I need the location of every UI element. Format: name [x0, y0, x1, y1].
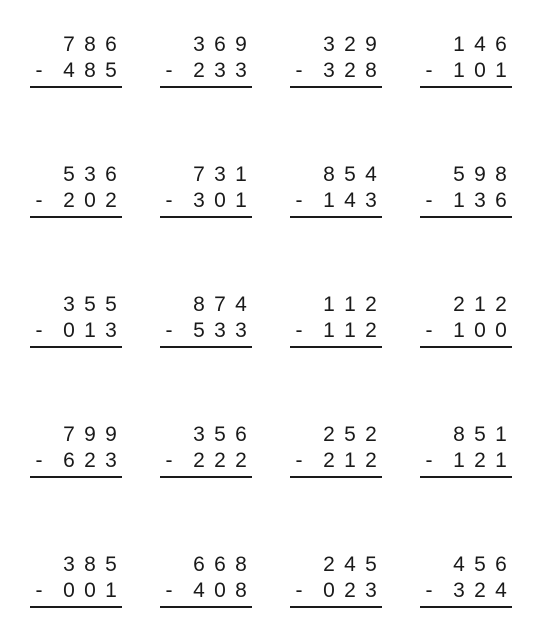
digit: 3 — [105, 319, 117, 342]
digit: 3 — [365, 579, 377, 602]
digit: 9 — [84, 423, 96, 446]
answer-line — [290, 86, 382, 88]
minuend-row — [30, 162, 122, 188]
digit: 1 — [323, 319, 335, 342]
answer-line — [290, 476, 382, 478]
minus-sign: - — [425, 449, 433, 472]
subtraction-problem — [420, 552, 512, 612]
digit: 0 — [63, 579, 75, 602]
answer-line — [30, 606, 122, 608]
digit: 2 — [474, 449, 486, 472]
subtrahend-row — [290, 448, 382, 474]
minuend-row — [160, 162, 252, 188]
digit: 2 — [474, 579, 486, 602]
digit: 4 — [365, 163, 377, 186]
subtraction-problem — [420, 162, 512, 222]
subtrahend-row — [160, 578, 252, 604]
subtrahend-row — [160, 448, 252, 474]
digit: 3 — [365, 189, 377, 212]
digit: 1 — [453, 449, 465, 472]
digit: 6 — [495, 553, 507, 576]
subtraction-problem — [30, 422, 122, 482]
answer-line — [160, 606, 252, 608]
digit: 6 — [214, 33, 226, 56]
digit: 3 — [323, 33, 335, 56]
answer-line — [420, 606, 512, 608]
digit: 0 — [214, 579, 226, 602]
minus-sign: - — [425, 189, 433, 212]
digit: 2 — [344, 579, 356, 602]
digit: 8 — [84, 33, 96, 56]
digit: 5 — [453, 163, 465, 186]
subtrahend-row — [420, 448, 512, 474]
digit: 1 — [453, 319, 465, 342]
subtrahend-row — [160, 188, 252, 214]
minuend-row — [30, 292, 122, 318]
digit: 5 — [193, 319, 205, 342]
minuend-row — [30, 552, 122, 578]
answer-line — [160, 86, 252, 88]
minus-sign: - — [425, 579, 433, 602]
digit: 6 — [235, 423, 247, 446]
subtraction-problem — [290, 32, 382, 92]
subtrahend-row — [290, 578, 382, 604]
digit: 5 — [474, 423, 486, 446]
digit: 3 — [63, 553, 75, 576]
subtrahend-row — [160, 318, 252, 344]
digit: 1 — [84, 319, 96, 342]
digit: 8 — [365, 59, 377, 82]
digit: 1 — [344, 449, 356, 472]
minuend-row — [290, 162, 382, 188]
digit: 5 — [63, 163, 75, 186]
subtraction-problem — [30, 552, 122, 612]
minuend-row — [30, 32, 122, 58]
subtraction-problem — [290, 552, 382, 612]
digit: 1 — [323, 293, 335, 316]
minuend-row — [420, 162, 512, 188]
digit: 9 — [105, 423, 117, 446]
digit: 2 — [365, 449, 377, 472]
subtraction-problem — [30, 162, 122, 222]
digit: 2 — [323, 449, 335, 472]
minuend-row — [420, 292, 512, 318]
digit: 3 — [235, 59, 247, 82]
digit: 8 — [235, 553, 247, 576]
digit: 3 — [193, 33, 205, 56]
answer-line — [30, 476, 122, 478]
subtrahend-row — [290, 188, 382, 214]
digit: 0 — [323, 579, 335, 602]
minus-sign: - — [35, 449, 43, 472]
answer-line — [420, 86, 512, 88]
subtrahend-row — [420, 318, 512, 344]
digit: 5 — [84, 293, 96, 316]
digit: 4 — [344, 553, 356, 576]
digit: 3 — [323, 59, 335, 82]
minus-sign: - — [295, 59, 303, 82]
subtrahend-row — [420, 188, 512, 214]
minuend-row — [160, 552, 252, 578]
digit: 3 — [84, 163, 96, 186]
digit: 3 — [193, 423, 205, 446]
digit: 1 — [495, 59, 507, 82]
digit: 4 — [235, 293, 247, 316]
digit: 2 — [105, 189, 117, 212]
minuend-row — [160, 292, 252, 318]
digit: 2 — [365, 423, 377, 446]
digit: 1 — [344, 293, 356, 316]
minus-sign: - — [35, 319, 43, 342]
digit: 4 — [495, 579, 507, 602]
subtrahend-row — [290, 58, 382, 84]
answer-line — [160, 216, 252, 218]
minus-sign: - — [35, 579, 43, 602]
digit: 4 — [474, 33, 486, 56]
answer-line — [30, 216, 122, 218]
digit: 2 — [344, 33, 356, 56]
digit: 0 — [474, 59, 486, 82]
minus-sign: - — [295, 319, 303, 342]
digit: 2 — [235, 449, 247, 472]
minus-sign: - — [425, 59, 433, 82]
digit: 4 — [453, 553, 465, 576]
digit: 6 — [105, 33, 117, 56]
digit: 3 — [453, 579, 465, 602]
digit: 0 — [474, 319, 486, 342]
digit: 0 — [63, 319, 75, 342]
digit: 1 — [453, 33, 465, 56]
digit: 7 — [193, 163, 205, 186]
digit: 6 — [214, 553, 226, 576]
digit: 0 — [84, 189, 96, 212]
digit: 9 — [474, 163, 486, 186]
digit: 1 — [235, 163, 247, 186]
minuend-row — [30, 422, 122, 448]
minus-sign: - — [35, 59, 43, 82]
answer-line — [290, 606, 382, 608]
digit: 5 — [344, 423, 356, 446]
digit: 2 — [63, 189, 75, 212]
minuend-row — [160, 422, 252, 448]
digit: 2 — [453, 293, 465, 316]
digit: 6 — [495, 189, 507, 212]
digit: 1 — [495, 423, 507, 446]
minus-sign: - — [425, 319, 433, 342]
minus-sign: - — [295, 449, 303, 472]
digit: 1 — [323, 189, 335, 212]
digit: 1 — [453, 189, 465, 212]
subtraction-problem — [30, 292, 122, 352]
digit: 8 — [193, 293, 205, 316]
digit: 3 — [214, 59, 226, 82]
minus-sign: - — [165, 579, 173, 602]
subtraction-problem — [420, 32, 512, 92]
subtrahend-row — [30, 58, 122, 84]
digit: 2 — [365, 293, 377, 316]
digit: 2 — [323, 553, 335, 576]
minuend-row — [290, 292, 382, 318]
digit: 2 — [193, 449, 205, 472]
digit: 3 — [474, 189, 486, 212]
digit: 6 — [193, 553, 205, 576]
answer-line — [290, 346, 382, 348]
subtraction-problem — [420, 422, 512, 482]
subtraction-problem — [160, 552, 252, 612]
answer-line — [30, 86, 122, 88]
minus-sign: - — [165, 449, 173, 472]
subtrahend-row — [30, 578, 122, 604]
digit: 1 — [105, 579, 117, 602]
subtrahend-row — [30, 318, 122, 344]
digit: 3 — [63, 293, 75, 316]
digit: 6 — [63, 449, 75, 472]
digit: 5 — [105, 553, 117, 576]
subtrahend-row — [30, 188, 122, 214]
minus-sign: - — [165, 189, 173, 212]
digit: 0 — [84, 579, 96, 602]
answer-line — [160, 476, 252, 478]
digit: 9 — [235, 33, 247, 56]
digit: 5 — [105, 293, 117, 316]
digit: 7 — [63, 33, 75, 56]
digit: 1 — [344, 319, 356, 342]
digit: 8 — [453, 423, 465, 446]
minus-sign: - — [35, 189, 43, 212]
digit: 4 — [344, 189, 356, 212]
subtrahend-row — [160, 58, 252, 84]
subtrahend-row — [30, 448, 122, 474]
subtraction-problem — [290, 422, 382, 482]
digit: 2 — [84, 449, 96, 472]
digit: 5 — [214, 423, 226, 446]
digit: 3 — [105, 449, 117, 472]
subtrahend-row — [290, 318, 382, 344]
minus-sign: - — [295, 189, 303, 212]
answer-line — [290, 216, 382, 218]
digit: 8 — [84, 553, 96, 576]
subtraction-problem — [160, 292, 252, 352]
minus-sign: - — [165, 319, 173, 342]
subtraction-problem — [160, 162, 252, 222]
digit: 1 — [474, 293, 486, 316]
digit: 5 — [365, 553, 377, 576]
minuend-row — [290, 552, 382, 578]
digit: 5 — [105, 59, 117, 82]
digit: 5 — [344, 163, 356, 186]
digit: 6 — [105, 163, 117, 186]
answer-line — [160, 346, 252, 348]
minuend-row — [290, 32, 382, 58]
digit: 0 — [214, 189, 226, 212]
subtraction-problem — [160, 32, 252, 92]
minuend-row — [420, 552, 512, 578]
digit: 4 — [63, 59, 75, 82]
digit: 3 — [193, 189, 205, 212]
digit: 3 — [235, 319, 247, 342]
subtrahend-row — [420, 578, 512, 604]
minuend-row — [420, 422, 512, 448]
digit: 6 — [495, 33, 507, 56]
minuend-row — [420, 32, 512, 58]
digit: 2 — [365, 319, 377, 342]
answer-line — [30, 346, 122, 348]
digit: 1 — [495, 449, 507, 472]
digit: 8 — [84, 59, 96, 82]
digit: 3 — [214, 163, 226, 186]
digit: 9 — [365, 33, 377, 56]
minuend-row — [160, 32, 252, 58]
digit: 4 — [193, 579, 205, 602]
digit: 1 — [235, 189, 247, 212]
subtraction-problem — [290, 162, 382, 222]
minus-sign: - — [295, 579, 303, 602]
digit: 2 — [193, 59, 205, 82]
digit: 2 — [323, 423, 335, 446]
digit: 2 — [495, 293, 507, 316]
answer-line — [420, 216, 512, 218]
digit: 0 — [495, 319, 507, 342]
digit: 7 — [214, 293, 226, 316]
minus-sign: - — [165, 59, 173, 82]
digit: 1 — [453, 59, 465, 82]
digit: 8 — [235, 579, 247, 602]
answer-line — [420, 346, 512, 348]
digit: 8 — [495, 163, 507, 186]
subtraction-problem — [30, 32, 122, 92]
digit: 3 — [214, 319, 226, 342]
subtraction-problem — [290, 292, 382, 352]
digit: 5 — [474, 553, 486, 576]
digit: 2 — [214, 449, 226, 472]
subtrahend-row — [420, 58, 512, 84]
answer-line — [420, 476, 512, 478]
digit: 8 — [323, 163, 335, 186]
digit: 2 — [344, 59, 356, 82]
digit: 7 — [63, 423, 75, 446]
minuend-row — [290, 422, 382, 448]
subtraction-problem — [420, 292, 512, 352]
subtraction-problem — [160, 422, 252, 482]
